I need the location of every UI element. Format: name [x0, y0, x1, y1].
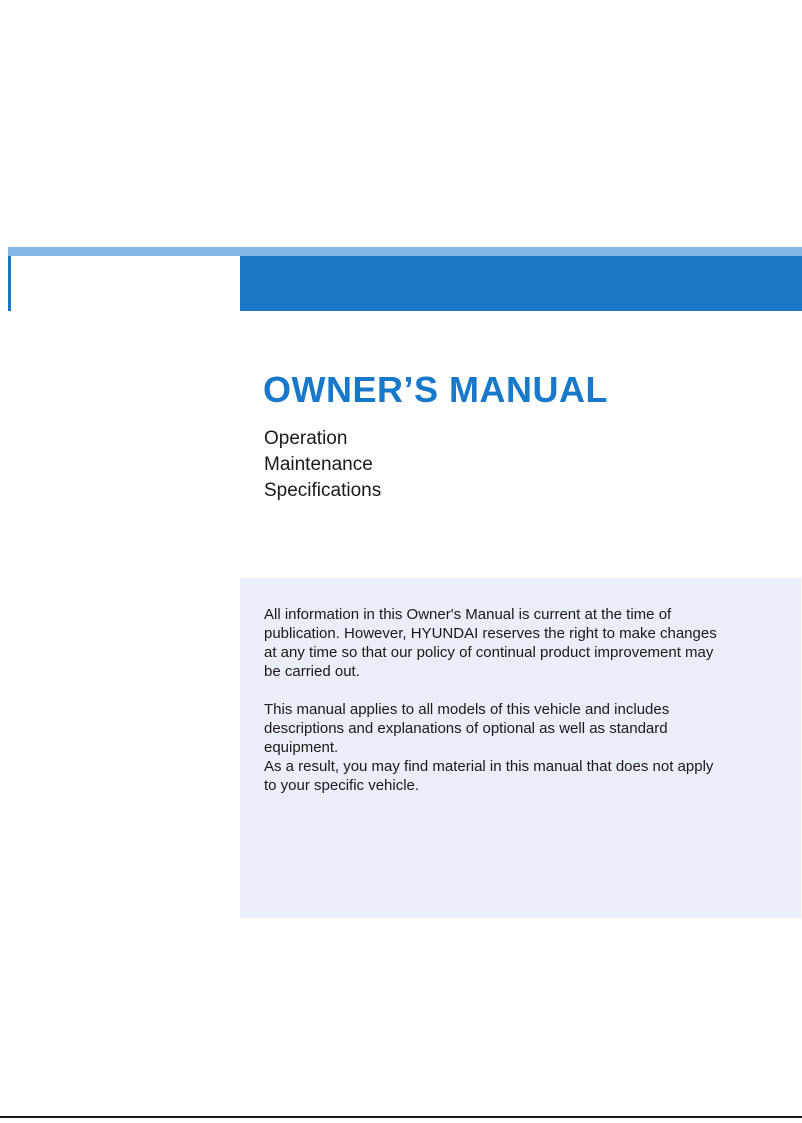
- page-title: OWNER’S MANUAL: [263, 369, 608, 410]
- info-paragraph-result: As a result, you may find material in this manual that does not apply to your specific vehicle.: [264, 758, 714, 794]
- top-accent-bar: [8, 247, 802, 256]
- header-band: [240, 256, 802, 311]
- info-paragraph-models: This manual applies to all models of this vehicle and includes descriptions and explanations of optional as well as standard equipment.: [264, 701, 670, 756]
- bottom-rule: [0, 1116, 802, 1118]
- subtitle-block: [264, 426, 381, 504]
- subtitle-line-maintenance: Maintenance: [264, 454, 373, 475]
- subtitle-line-specifications: Specifications: [264, 480, 382, 501]
- subtitle-line-operation: Operation: [264, 428, 348, 449]
- info-box: [240, 578, 801, 918]
- left-accent-tick: [8, 256, 11, 311]
- info-paragraph-publication: All information in this Owner's Manual is current at the time of publication. However, HYUNDAI reserves the right to make changes at any time so that our policy of continual product improvement may be carried out.: [264, 606, 717, 680]
